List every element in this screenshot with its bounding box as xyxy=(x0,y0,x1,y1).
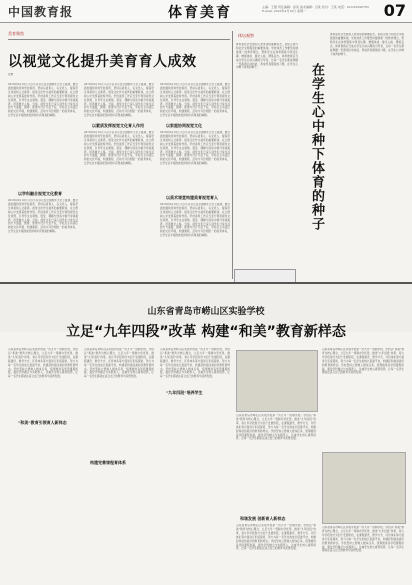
feature-photo xyxy=(322,452,406,524)
section-title: 体育美育 xyxy=(168,5,232,21)
upper-section xyxy=(0,23,412,281)
lead-article-subhead: 以家庭协同视觉文化 xyxy=(166,123,202,128)
lead-article-subhead: 以学科融合视觉文化教育 xyxy=(18,191,62,196)
masthead xyxy=(0,0,412,23)
lead-article-body: 2018年9月10日习近平总书记在全国教育大会上强调，要全面加强和改进学校美育，坚持以美育人、以文化人，提高学生审美和人文素养。视觉文化作为美育的重要载体，在立德树人中发挥着独特作用。学校美育工作应当充分利用视觉文化资源，引导学生在观察、感受、理解与创造中提升审美素养，培养健全人格。当前，视觉文化已深入到学生日常生活的方方面面，图像、影像与设计无处不在，学校应主动适应新的文化环境，构建课程、活动与评价相统一的美育体系，让学生在丰富的视觉体验中获得美的熏陶。 xyxy=(160,83,230,118)
publication-info: 主编：王强 责任编辑：孙某 美术编辑：吕某 校对：王某 电话：010-82296783 E-mail: 2023年4月10日 星期一 xyxy=(262,5,369,13)
lead-article-author: 吴勇 xyxy=(8,73,14,76)
feature-subhead: 构建完善课程育体系 xyxy=(90,460,126,465)
feature-body: 山东省青岛市崂山区实验学校是一所九年一贯制学校。学校以“和美”教育为核心理念，立足九年一贯制办学优势，推进“九年四段”改革，将九年学段划分为四个发展阶段，在课程建设、教学方式、评价体系等方面进行系统探索，努力为每一名学生的成长搭建平台，构建起和谐而美好的教育新样态。学校坚持立德树人根本任务，统筹推进各学段课程衔接，强化学科融合与实践育人，注重学生核心素养培养，让每一名学生都能在适合自己的教育中获得发展。 xyxy=(84,348,154,379)
lead-article-body: 2018年9月10日习近平总书记在全国教育大会上强调，要全面加强和改进学校美育，坚持以美育人、以文化人，提高学生审美和人文素养。视觉文化作为美育的重要载体，在立德树人中发挥着独特作用。学校美育工作应当充分利用视觉文化资源，引导学生在观察、感受、理解与创造中提升审美素养，培养健全人格。当前，视觉文化已深入到学生日常生活的方方面面，图像、影像与设计无处不在，学校应主动适应新的文化环境，构建课程、活动与评价相统一的美育体系，让学生在丰富的视觉体验中获得美的熏陶。 xyxy=(84,131,154,166)
lead-article-body: 2018年9月10日习近平总书记在全国教育大会上强调，要全面加强和改进学校美育，坚持以美育人、以文化人，提高学生审美和人文素养。视觉文化作为美育的重要载体，在立德树人中发挥着独特作用。学校美育工作应当充分利用视觉文化资源，引导学生在观察、感受、理解与创造中提升审美素养，培养健全人格。当前，视觉文化已深入到学生日常生活的方方面面，图像、影像与设计无处不在，学校应主动适应新的文化环境，构建课程、活动与评价相统一的美育体系，让学生在丰富的视觉体验中获得美的熏陶。 xyxy=(8,83,78,118)
paper-name: 中国教育报 xyxy=(8,5,74,19)
feature-school-name: 山东省青岛市崂山区实验学校 xyxy=(147,307,265,317)
lead-article-headline: 以视觉文化提升美育育人成效 xyxy=(8,54,197,70)
side-article-tag: 体坛观察 xyxy=(238,33,254,38)
feature-body: 山东省青岛市崂山区实验学校是一所九年一贯制学校。学校以“和美”教育为核心理念，立足九年一贯制办学优势，推进“九年四段”改革，将九年学段划分为四个发展阶段，在课程建设、教学方式、评价体系等方面进行系统探索，努力为每一名学生的成长搭建平台，构建起和谐而美好的教育新样态。学校坚持立德树人根本任务，统筹推进各学段课程衔接，强化学科融合与实践育人，注重学生核心素养培养，让每一名学生都能在适合自己的教育中获得发展。 xyxy=(8,348,78,379)
divider xyxy=(8,39,230,40)
lead-article-body: 2018年9月10日习近平总书记在全国教育大会上强调，要全面加强和改进学校美育，坚持以美育人、以文化人，提高学生审美和人文素养。视觉文化作为美育的重要载体，在立德树人中发挥着独特作用。学校美育工作应当充分利用视觉文化资源，引导学生在观察、感受、理解与创造中提升审美素养，培养健全人格。当前，视觉文化已深入到学生日常生活的方方面面，图像、影像与设计无处不在，学校应主动适应新的文化环境，构建课程、活动与评价相统一的美育体系，让学生在丰富的视觉体验中获得美的熏陶。 xyxy=(84,83,154,118)
lead-article-body: 2018年9月10日习近平总书记在全国教育大会上强调，要全面加强和改进学校美育，坚持以美育人、以文化人，提高学生审美和人文素养。视觉文化作为美育的重要载体，在立德树人中发挥着独特作用。学校美育工作应当充分利用视觉文化资源，引导学生在观察、感受、理解与创造中提升审美素养，培养健全人格。当前，视觉文化已深入到学生日常生活的方方面面，图像、影像与设计无处不在，学校应主动适应新的文化环境，构建课程、活动与评价相统一的美育体系，让学生在丰富的视觉体验中获得美的熏陶。 xyxy=(8,199,78,234)
feature-subhead: “九年四段”培养学生 xyxy=(166,390,203,395)
page-number: 07 xyxy=(383,1,406,20)
lead-article-body: 2018年9月10日习近平总书记在全国教育大会上强调，要全面加强和改进学校美育，坚持以美育人、以文化人，提高学生审美和人文素养。视觉文化作为美育的重要载体，在立德树人中发挥着独特作用。学校美育工作应当充分利用视觉文化资源，引导学生在观察、感受、理解与创造中提升审美素养，培养健全人格。当前，视觉文化已深入到学生日常生活的方方面面，图像、影像与设计无处不在，学校应主动适应新的文化环境，构建课程、活动与评价相统一的美育体系，让学生在丰富的视觉体验中获得美的熏陶。 xyxy=(160,203,230,238)
lead-article-body: 2018年9月10日习近平总书记在全国教育大会上强调，要全面加强和改进学校美育，坚持以美育人、以文化人，提高学生审美和人文素养。视觉文化作为美育的重要载体，在立德树人中发挥着独特作用。学校美育工作应当充分利用视觉文化资源，引导学生在观察、感受、理解与创造中提升审美素养，培养健全人格。当前，视觉文化已深入到学生日常生活的方方面面，图像、影像与设计无处不在，学校应主动适应新的文化环境，构建课程、活动与评价相统一的美育体系，让学生在丰富的视觉体验中获得美的熏陶。 xyxy=(160,131,230,166)
feature-body: 山东省青岛市崂山区实验学校是一所九年一贯制学校。学校以“和美”教育为核心理念，立足九年一贯制办学优势，推进“九年四段”改革，将九年学段划分为四个发展阶段，在课程建设、教学方式、评价体系等方面进行系统探索，努力为每一名学生的成长搭建平台，构建起和谐而美好的教育新样态。学校坚持立德树人根本任务，统筹推进各学段课程衔接，强化学科融合与实践育人，注重学生核心素养培养，让每一名学生都能在适合自己的教育中获得发展。 xyxy=(236,524,316,551)
side-article-body: 体育是社会发展和人类进步的重要标志，是综合国力和社会文明程度的重要体现。学校体育工作要坚持健康第一的教育理念，帮助学生在体育锻炼中享受乐趣、增强体质、健全人格、锤炼意志。体育教师应当成为学生运动兴趣的引导者，让每一名学生都能掌握一至两项运动技能，养成终身锻炼的习惯，在学生心中种下体育的种子。 xyxy=(330,33,404,56)
feature-subhead: “和美”教育引领育人新样态 xyxy=(18,420,67,425)
column-divider xyxy=(232,31,233,279)
feature-photo xyxy=(236,350,318,412)
feature-subhead: 和谐发展 创新育人新样态 xyxy=(240,516,286,521)
feature-headline: 立足“九年四段”改革 构建“和美”教育新样态 xyxy=(66,324,346,340)
side-article-body: 体育是社会发展和人类进步的重要标志，是综合国力和社会文明程度的重要体现。学校体育工作要坚持健康第一的教育理念，帮助学生在体育锻炼中享受乐趣、增强体质、健全人格、锤炼意志。体育教师应当成为学生运动兴趣的引导者，让每一名学生都能掌握一至两项运动技能，养成终身锻炼的习惯，在学生心中种下体育的种子。 xyxy=(236,43,298,70)
feature-body: 山东省青岛市崂山区实验学校是一所九年一贯制学校。学校以“和美”教育为核心理念，立足九年一贯制办学优势，推进“九年四段”改革，将九年学段划分为四个发展阶段，在课程建设、教学方式、评价体系等方面进行系统探索，努力为每一名学生的成长搭建平台，构建起和谐而美好的教育新样态。学校坚持立德树人根本任务，统筹推进各学段课程衔接，强化学科融合与实践育人，注重学生核心素养培养，让每一名学生都能在适合自己的教育中获得发展。 xyxy=(236,414,316,441)
lead-article-subhead: 以素质发挥视觉文化育人作用 xyxy=(92,123,144,128)
lead-article-tag: 美育聚焦 xyxy=(8,31,24,36)
feature-body: 山东省青岛市崂山区实验学校是一所九年一贯制学校。学校以“和美”教育为核心理念，立足九年一贯制办学优势，推进“九年四段”改革，将九年学段划分为四个发展阶段，在课程建设、教学方式、评价体系等方面进行系统探索，努力为每一名学生的成长搭建平台，构建起和谐而美好的教育新样态。学校坚持立德树人根本任务，统筹推进各学段课程衔接，强化学科融合与实践育人，注重学生核心素养培养，让每一名学生都能在适合自己的教育中获得发展。 xyxy=(160,348,230,379)
feature-body: 山东省青岛市崂山区实验学校是一所九年一贯制学校。学校以“和美”教育为核心理念，立足九年一贯制办学优势，推进“九年四段”改革，将九年学段划分为四个发展阶段，在课程建设、教学方式、评价体系等方面进行系统探索，努力为每一名学生的成长搭建平台，构建起和谐而美好的教育新样态。学校坚持立德树人根本任务，统筹推进各学段课程衔接，强化学科融合与实践育人，注重学生核心素养培养，让每一名学生都能在适合自己的教育中获得发展。 xyxy=(322,526,404,553)
lead-article-subhead: 以美术课堂构建美育视觉育人 xyxy=(166,195,218,200)
feature-body: 山东省青岛市崂山区实验学校是一所九年一贯制学校。学校以“和美”教育为核心理念，立足九年一贯制办学优势，推进“九年四段”改革，将九年学段划分为四个发展阶段，在课程建设、教学方式、评价体系等方面进行系统探索，努力为每一名学生的成长搭建平台，构建起和谐而美好的教育新样态。学校坚持立德树人根本任务，统筹推进各学段课程衔接，强化学科融合与实践育人，注重学生核心素养培养，让每一名学生都能在适合自己的教育中获得发展。 xyxy=(322,348,404,375)
side-article-headline: 在学生心中种下体育的种子 xyxy=(309,63,324,231)
